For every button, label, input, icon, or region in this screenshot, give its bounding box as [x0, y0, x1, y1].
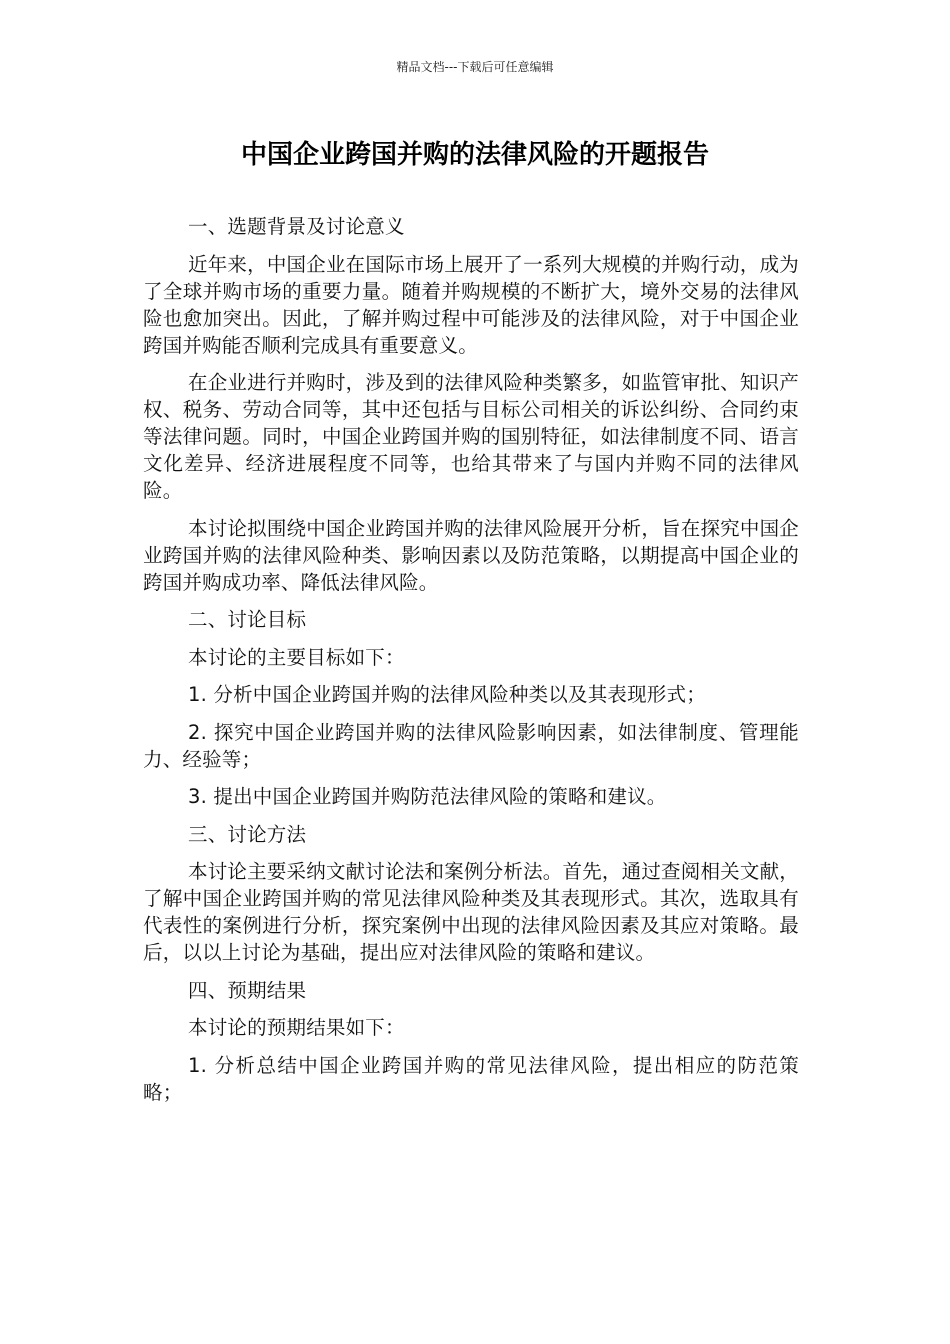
section-heading-background: 一、选题背景及讨论意义: [188, 215, 405, 238]
section-heading-results: 四、预期结果: [188, 978, 307, 1002]
page-header-note: 精品文档---下载后可任意编辑: [396, 60, 554, 74]
paragraph-results-intro: 本讨论的预期结果如下：: [188, 1016, 405, 1039]
list-item-goal-3: 3. 提出中国企业跨国并购防范法律风险的策略和建议。: [188, 785, 667, 808]
paragraph-goals-intro: 本讨论的主要目标如下：: [188, 645, 405, 669]
list-item-result-1: 1. 分析总结中国企业跨国并购的常见法律风险，提出相应的防范策略；: [143, 1053, 799, 1104]
paragraph-methods: 本讨论主要采纳文献讨论法和案例分析法。首先，通过查阅相关文献，了解中国企业跨国并购的常见法律风险种类及其表现形式。其次，选取具有代表性的案例进行分析，探究案例中出现的法律风险因素及其应对策略。最后，以以上讨论为基础，提出应对法律风险的策略和建议。: [143, 860, 799, 964]
document-title: 中国企业跨国并购的法律风险的开题报告: [240, 140, 709, 170]
paragraph-background-3: 本讨论拟围绕中国企业跨国并购的法律风险展开分析，旨在探究中国企业跨国并购的法律风险种类、影响因素以及防范策略，以期提高中国企业的跨国并购成功率、降低法律风险。: [143, 516, 799, 594]
section-heading-methods: 三、讨论方法: [188, 822, 307, 846]
section-heading-goals: 二、讨论目标: [188, 608, 307, 631]
paragraph-background-1: 近年来，中国企业在国际市场上展开了一系列大规模的并购行动，成为了全球并购市场的重要力量。随着并购规模的不断扩大，境外交易的法律风险也愈加突出。因此，了解并购过程中可能涉及的法律风险，对于中国企业跨国并购能否顺利完成具有重要意义。: [143, 252, 799, 357]
list-item-goal-2: 2. 探究中国企业跨国并购的法律风险影响因素，如法律制度、管理能力、经验等；: [143, 720, 799, 771]
list-item-goal-1: 1. 分析中国企业跨国并购的法律风险种类以及其表现形式；: [188, 683, 706, 706]
paragraph-background-2: 在企业进行并购时，涉及到的法律风险种类繁多，如监管审批、知识产权、税务、劳动合同等，其中还包括与目标公司相关的诉讼纠纷、合同约束等法律问题。同时，中国企业跨国并购的国别特征，如法律制度不同、语言文化差异、经济进展程度不同等，也给其带来了与国内并购不同的法律风险。: [143, 371, 799, 502]
document-body: [143, 213, 799, 1116]
